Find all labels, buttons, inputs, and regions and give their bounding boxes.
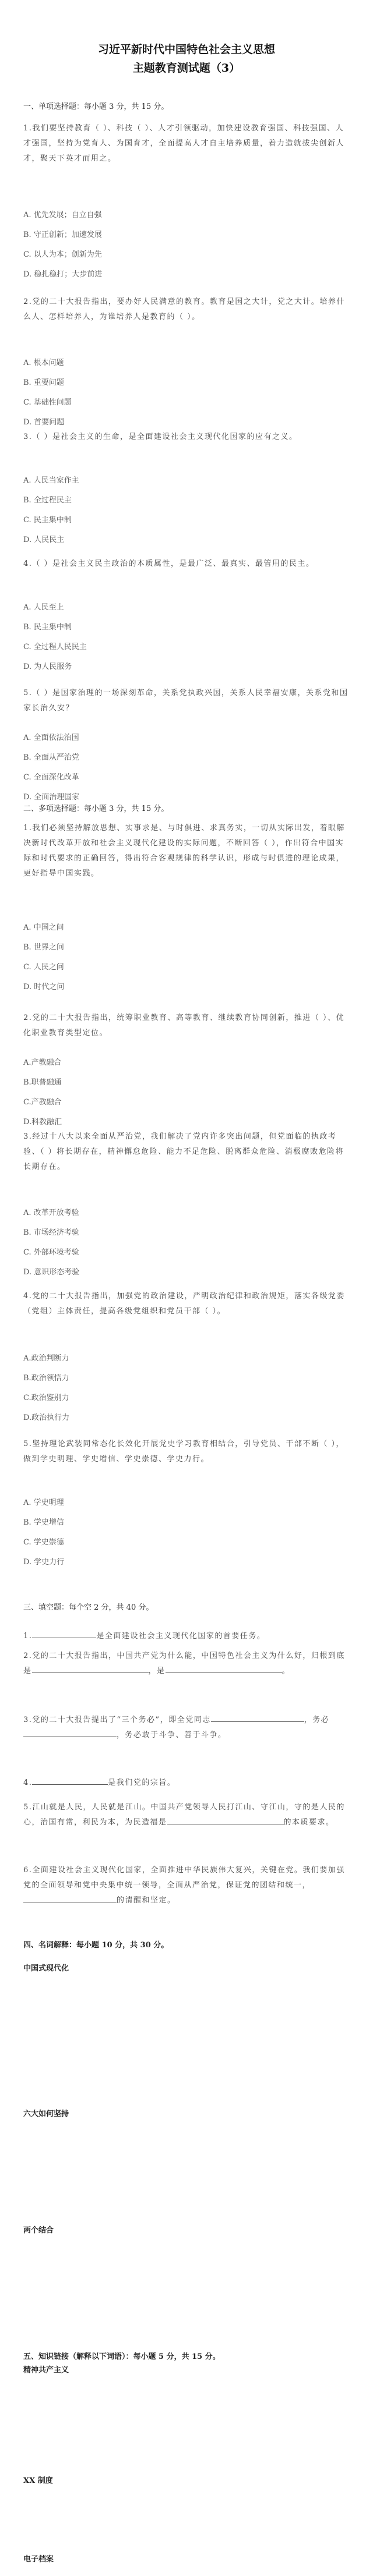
s4-term-3: 两个结合 <box>23 2226 54 2235</box>
s1-q1-option-c: C. 以人为本；创新为先 <box>23 250 102 259</box>
s3-item3-prefix: 3.党的二十大报告提出了“三个务必”，即全党同志 <box>23 1716 211 1724</box>
s1-q3-option-b: B. 全过程民主 <box>23 496 72 505</box>
s3-item3-suffix: ，务必敢于斗争、善于斗争。 <box>117 1731 227 1739</box>
s3-item4-prefix: 4. <box>23 1778 33 1787</box>
s1-q5-stem: 5.（ ）是国家治理的一场深刻革命，关系党执政兴国，关系人民幸福安康，关系党和国家长治久安？ <box>23 689 349 713</box>
s2-q4-option-d: D.政治执行力 <box>23 1413 70 1422</box>
s3-item1-suffix: 是全面建设社会主义现代化国家的首要任务。 <box>96 1632 266 1640</box>
s2-q3-option-d: D. 意识形态考验 <box>23 1268 80 1277</box>
s3-item5-suffix: 的本质要求。 <box>283 1818 335 1827</box>
s5-term-3: 电子档案 <box>23 2555 54 2564</box>
s2-q2-option-d: D.科教融汇 <box>23 1118 62 1126</box>
section4-header: 四、名词解释：每小题 10 分，共 30 分。 <box>23 1941 169 1950</box>
s2-q3-option-a: A. 改革开放考验 <box>23 1209 79 1217</box>
s1-q4-stem: 4.（ ）是社会主义民主政治的本质属性，是最广泛、最真实、最管用的民主。 <box>23 559 315 568</box>
s1-q1-option-b: B. 守正创新；加速发展 <box>23 231 102 239</box>
s1-q2-option-a: A. 根本问题 <box>23 359 64 367</box>
s2-q5-option-a: A. 学史明理 <box>23 1498 64 1507</box>
s2-q2-stem: 2.党的二十大报告指出，统筹职业教育、高等教育、继续教育协同创新，推进（ ）、优化职业教育类型定位。 <box>23 1014 345 1037</box>
s1-q2-option-c: C. 基础性问题 <box>23 398 72 407</box>
s1-q4-option-a: A. 人民至上 <box>23 603 64 612</box>
s3-item6-prefix: 6.全面建设社会主义现代化国家，全面推进中华民族伟大复兴，关键在党。我们要加强党的全面领导和党中央集中统一领导，全面从严治党，保证党的团结和统一， <box>23 1866 345 1890</box>
s3-item5-prefix: 5.江山就是人民，人民就是江山。中国共产党领导人民打江山、守江山，守的是人民的心，治国有常，利民为本，为民造福是 <box>23 1803 345 1827</box>
s2-q2-option-c: C.产教融合 <box>23 1098 62 1107</box>
s2-q4-option-a: A.政治判断力 <box>23 1354 69 1363</box>
s2-q1-option-c: C. 人民之问 <box>23 963 64 972</box>
fill-blank[interactable] <box>23 1728 117 1737</box>
s2-q1-option-b: B. 世界之问 <box>23 943 64 952</box>
s3-item2-suffix: 。 <box>281 1667 291 1675</box>
s3-item1 <box>23 1629 350 1644</box>
fill-blank[interactable] <box>167 1816 284 1824</box>
document-subtitle: 主题教育测试题（3） <box>132 62 241 75</box>
s1-q5-option-d: D. 全面治理国家 <box>23 793 80 802</box>
s2-q3-option-c: C. 外部环境考验 <box>23 1248 79 1257</box>
s1-q4-option-b: B. 民主集中制 <box>23 623 72 632</box>
s2-q2-option-a: A.产教融合 <box>23 1058 62 1067</box>
s2-q1-option-d: D. 时代之问 <box>23 983 65 991</box>
s1-q2-option-b: B. 重要问题 <box>23 378 64 387</box>
document-title: 习近平新时代中国特色社会主义思想 <box>97 43 275 56</box>
s3-item6 <box>23 1863 350 1908</box>
s3-item2 <box>23 1649 350 1679</box>
s3-item4 <box>23 1776 350 1791</box>
s2-q5-option-d: D. 学史力行 <box>23 1558 65 1567</box>
s5-term-2: XX 制度 <box>23 2476 53 2485</box>
fill-blank[interactable] <box>23 1894 117 1902</box>
s4-term-2: 六大如何坚持 <box>23 2110 69 2118</box>
s2-q4-option-c: C.政治鉴别力 <box>23 1394 69 1402</box>
s2-q4-stem: 4.党的二十大报告指出，加强党的政治建设，严明政治纪律和政治规矩，落实各级党委（党组）主体责任，提高各级党组织和党员干部（ ）。 <box>23 1292 345 1316</box>
fill-blank[interactable] <box>32 1664 149 1673</box>
section2-header: 二、多项选择题：每小题 3 分，共 15 分。 <box>23 805 169 813</box>
section1-header: 一、单项选择题：每小题 3 分，共 15 分。 <box>23 102 169 111</box>
s1-q3-option-c: C. 民主集中制 <box>23 516 72 525</box>
s1-q1-stem: 1.我们要坚持教育（ ）、科技（ ）、人才引领驱动，加快建设教育强国、科技强国、人才强国，坚持为党育人、为国育才，全面提高人才自主培养质量，着力造就拔尖创新人才，聚天下英才而用之。 <box>23 124 345 163</box>
s2-q4-option-b: B.政治领悟力 <box>23 1374 69 1383</box>
s3-item3 <box>23 1713 350 1743</box>
s1-q3-option-a: A. 人民当家作主 <box>23 476 79 485</box>
s3-item6-suffix: 的清醒和坚定。 <box>117 1896 176 1905</box>
s1-q5-option-c: C. 全面深化改革 <box>23 773 79 782</box>
s1-q5-option-b: B. 全面从严治党 <box>23 753 79 762</box>
s3-item4-suffix: 是我们党的宗旨。 <box>108 1778 176 1787</box>
s3-item3-mid: ，务必 <box>304 1716 330 1724</box>
s2-q3-stem: 3.经过十八大以来全面从严治党，我们解决了党内许多突出问题，但党面临的执政考验、（ ）将长期存在，精神懈怠危险、能力不足危险、脱离群众危险、消极腐败危险将长期存在。 <box>23 1132 344 1171</box>
s2-q1-stem: 1.我们必须坚持解放思想、实事求是、与时俱进、求真务实，一切从实际出发，着眼解决新时代改革开放和社会主义现代化建设的实际问题，不断回答（ ），作出符合中国实际和时代要求的正确回答，得出符合客观规律的科学认识，形成与时俱进的理论成果，更好指导中国实践。 <box>23 824 345 878</box>
s2-q3-option-b: B. 市场经济考验 <box>23 1228 79 1237</box>
s1-q2-stem: 2.党的二十大报告指出，要办好人民满意的教育。教育是国之大计，党之大计。培养什么人、怎样培养人，为谁培养人是教育的（ ）。 <box>23 297 345 321</box>
s1-q1-option-a: A. 优先发展；自立自强 <box>23 211 102 219</box>
fill-blank[interactable] <box>166 1664 282 1673</box>
s2-q5-option-b: B. 学史增信 <box>23 1518 64 1527</box>
section3-header: 三、填空题：每个空 2 分，共 40 分。 <box>23 1603 154 1612</box>
s1-q4-option-c: C. 全过程人民民主 <box>23 643 87 651</box>
s3-item5 <box>23 1800 350 1830</box>
s3-item1-prefix: 1. <box>23 1632 33 1640</box>
s2-q2-option-b: B.职普融通 <box>23 1078 62 1087</box>
fill-blank[interactable] <box>211 1713 304 1722</box>
s1-q3-stem: 3.（ ）是社会主义的生命，是全面建设社会主义现代化国家的应有之义。 <box>23 433 298 441</box>
s2-q1-option-a: A. 中国之问 <box>23 923 64 932</box>
s2-q5-option-c: C. 学史崇德 <box>23 1538 64 1547</box>
s5-term-1: 精神共产主义 <box>23 2366 69 2375</box>
s4-term-1: 中国式现代化 <box>23 1964 69 1973</box>
s1-q4-option-d: D. 为人民服务 <box>23 662 72 671</box>
s1-q5-option-a: A. 全面依法治国 <box>23 734 79 742</box>
section5-header: 五、知识链接（解释以下词语）：每小题 5 分，共 15 分。 <box>23 2352 220 2361</box>
s3-item2-mid: ，是 <box>148 1667 166 1675</box>
fill-blank[interactable] <box>32 1776 108 1785</box>
s1-q3-option-d: D. 人民民主 <box>23 536 65 544</box>
fill-blank[interactable] <box>32 1629 96 1638</box>
s3-item2-prefix: 2.党的二十大报告指出，中国共产党为什么能，中国特色社会主义为什么好，归根到底是 <box>23 1652 345 1675</box>
s1-q1-option-d: D. 稳扎稳打；大步前进 <box>23 270 103 279</box>
s1-q2-option-d: D. 首要问题 <box>23 418 65 427</box>
s2-q5-stem: 5.坚持理论武装同常态化长效化开展党史学习教育相结合，引导党员、干部不断（ ），做到学史明理、学史增信、学史崇德、学史力行。 <box>23 1440 345 1464</box>
